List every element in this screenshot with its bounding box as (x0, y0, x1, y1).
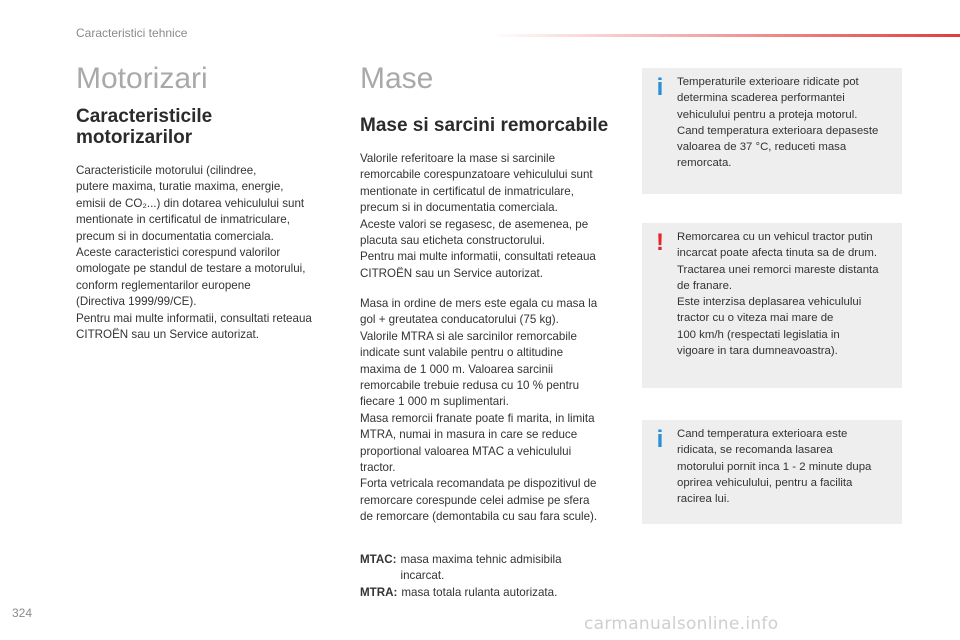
info-note-cooling (642, 420, 902, 524)
note-text: Remorcarea cu un vehicul tractor putin incarcat poate afecta tinuta sa de drum. Tractarea unei remorci mareste distanta de franare. Este interzisa deplasarea vehiculului tractor cu o viteza mai mare de 100 km/h (respectati legislatia in vigoare in tara dumneavoastra). (677, 231, 879, 358)
note-text: Cand temperatura exterioara este ridicata, se recomanda lasarea motorului pornit inca 1 - 2 minute dupa oprirea vehiculului, pentru a facilita racirea lui. (677, 428, 872, 506)
motorizari-subtitle: Caracteristicile motorizarilor (76, 106, 213, 148)
definition-item (360, 585, 616, 601)
definition-desc: masa maxima tehnic admisibila incarcat. (400, 553, 562, 583)
definition-item (360, 552, 616, 585)
definitions-list (360, 552, 616, 601)
motorizari-title: Motorizari (76, 62, 208, 95)
definition-term: MTRA: (360, 585, 398, 599)
info-icon: i (656, 74, 664, 101)
warning-note-towing (642, 223, 902, 388)
section-title: Caracteristici tehnice (76, 26, 188, 40)
mase-paragraph-1: Valorile referitoare la mase si sarcinile remorcabile corespunzatoare vehiculului sunt mentionate in certificatul de inmatriculare, precum si in documentatia comerciala. Aceste valori se regasesc, de asemenea, pe placuta sau eticheta constructorului. Pentru mai multe informatii, consultati reteaua CITROËN sau un Service autorizat. (360, 152, 596, 280)
mase-column (360, 62, 616, 599)
definition-desc: masa totala rulanta autorizata. (401, 585, 558, 599)
watermark: carmanualsonline.info (584, 614, 779, 634)
page-number: 324 (12, 606, 33, 620)
motorizari-body: Caracteristicile motorului (cilindree, putere maxima, turatie maxima, energie, emisii de CO₂...) din dotarea vehiculului sunt mentionate in certificatul de inmatriculare, precum si in documentatia comerciala. Aceste caracteristici corespund valorilor omologate pe standul de testare a motorului, conform reglementarilor europene (Directiva 1999/99/CE). Pentru mai multe informatii, consultati reteaua CITROËN sau un Service autorizat. (76, 164, 312, 342)
header-divider (490, 34, 960, 37)
definition-term: MTAC: (360, 553, 397, 566)
mase-title: Mase (360, 62, 434, 95)
note-text: Temperaturile exterioare ridicate pot determina scaderea performantei vehiculului pentru a proteja motorul. Cand temperatura exterioara depaseste valoarea de 37 °C, reduceti masa remorcata. (677, 76, 879, 170)
mase-paragraph-2: Masa in ordine de mers este egala cu masa la gol + greutatea conducatorului (75 kg). Valorile MTRA si ale sarcinilor remorcabile indicate sunt valabile pentru o altitudine maxima de 1 000 m. Valoarea sarcinii remorcabile trebuie redusa cu 10 % pentru fiecare 1 000 m suplimentari. Masa remorcii franate poate fi marita, in limita MTRA, numai in masura in care se reduce proportional valoarea MTAC a vehiculului tractor. Forta vetricala recomandata pe dispozitivul de remorcare corespunde celei admise pe sfera de remorcare (demontabila cu sau fara scule). (360, 297, 598, 524)
info-icon: i (656, 426, 664, 453)
mase-subtitle: Mase si sarcini remorcabile (360, 115, 609, 136)
motorizari-column (76, 62, 328, 343)
info-note-temperature (642, 68, 902, 194)
warning-icon: ! (656, 229, 664, 256)
